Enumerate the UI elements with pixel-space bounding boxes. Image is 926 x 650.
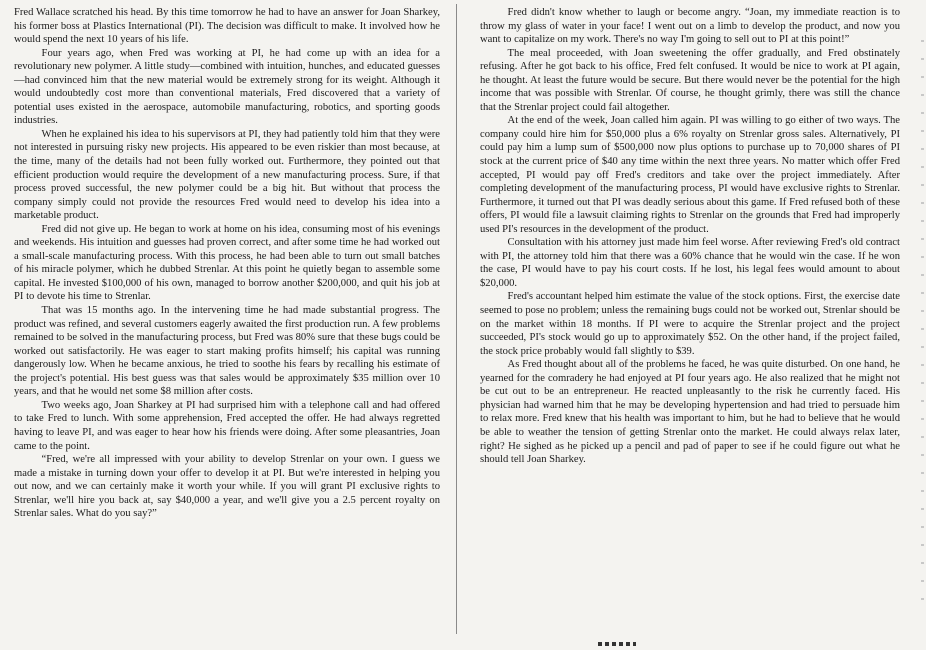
paragraph: Fred did not give up. He began to work at home on his idea, consuming most of his evenings and weekends. His intuition and guesses had proven correct, and after some time he had worked out a small-scale manufacturing process. With this process, he had been able to turn out small batches of his miracle polymer, which he dubbed Strenlar. At this point he quietly began to assemble some capital. He invested $100,000 of his own, managed to borrow another $200,000, and quit his job at PI to devote his time to Strenlar. xyxy=(14,223,440,303)
left-column xyxy=(14,6,440,521)
paragraph: Fred's accountant helped him estimate the value of the stock options. First, the exercise date seemed to pose no problem; unless the remaining bugs could not be worked out, Strenlar should be on the market within 18 months. If PI were to acquire the Strenlar project and the project succeeded, PI's stock would go up to approximately $52. On the other hand, if the project failed, the stock price probably would fall slightly to $39. xyxy=(480,291,900,357)
page-gutter-divider xyxy=(456,4,457,634)
paragraph: As Fred thought about all of the problems he faced, he was quite disturbed. On one hand, he yearned for the comradery he had enjoyed at PI four years ago. He also realized that he might not be cut out to be an entrepreneur. He reacted unpleasantly to the risk he currently faced. His physician had warned him that he may be developing hypertension and had tried to persuade him to relax more. Fred knew that his health was important to him, but he had to believe that he would be able to weather the tension of getting Strenlar onto the market. He could always relax later, right? He sighed as he picked up a pencil and pad of paper to see if he could figure out what he should tell Joan Sharkey. xyxy=(480,359,900,466)
paragraph: At the end of the week, Joan called him again. PI was willing to go either of two ways. The company could hire him for $50,000 plus a 6% royalty on Strenlar gross sales. Alternatively, PI could pay him a lump sum of $500,000 now plus options to purchase up to 70,000 shares of PI stock at the current price of $40 any time within the next three years. No matter which offer Fred accepted, PI would pay off Fred's creditors and take over the project immediately. After completing development of the manufacturing process, PI would have exclusive rights to Strenlar. Furthermore, it turned out that PI was deadly serious about this game. If Fred refused both of these offers, PI would file a lawsuit claiming rights to Strenlar on the grounds that Fred had improperly used PI's resources in the development of the product. xyxy=(480,115,900,235)
scan-edge-artifact xyxy=(921,40,924,600)
paragraph: Consultation with his attorney just made him feel worse. After reviewing Fred's old contract with PI, the attorney told him that there was a 60% chance that he would win the case. If he won the case, PI would have to pay his court costs. If he lost, his legal fees would amount to about $20,000. xyxy=(480,237,900,289)
paragraph: When he explained his idea to his supervisors at PI, they had patiently told him that they were not interested in pursuing risky new projects. His appeared to be even riskier than most because, at the time, many of the details had not been fully worked out. Furthermore, they pointed out that efficient production would require the development of a new manufacturing process. Sure, if that process proved successful, the new polymer could be a big hit. But without that process the company simply could not provide the resources Fred would need to develop his idea into a marketable product. xyxy=(14,128,440,222)
paragraph: Two weeks ago, Joan Sharkey at PI had surprised him with a telephone call and had offered to take Fred to lunch. With some apprehension, Fred accepted the offer. He had always regretted having to leave PI, and was eager to hear how his friends were doing. After some pleasantries, Joan came to the point. xyxy=(14,399,440,452)
paragraph: Fred didn't know whether to laugh or become angry. “Joan, my immediate reaction is to throw my glass of water in your face! I went out on a limb to develop the product, and now you want to capitalize on my work. There's no way I'm going to sell out to PI at this point!” xyxy=(480,7,900,46)
paragraph: The meal proceeded, with Joan sweetening the offer gradually, and Fred obstinately refusing. After he got back to his office, Fred felt confused. It would be nice to work at PI again, he thought. At least the future would be secure. But there would never be the potential for the high income that was possible with Strenlar. Of course, he thought grimly, there was still the chance that the Strenlar project could fail altogether. xyxy=(480,47,900,113)
paragraph: That was 15 months ago. In the intervening time he had made substantial progress. The product was refined, and several customers eagerly awaited the first production run. A few problems remained to be solved in the manufacturing process, but Fred was 80% sure that these bugs could be worked out satisfactorily. He was eager to start making profits himself; his capital was running dangerously low. When he became anxious, he tried to soothe his fears by recalling his estimate of the project's potential. His best guess was that sales would be approximately $35 million over 10 years, and that he would net some $8 million after costs. xyxy=(14,305,440,398)
page-number-fragment xyxy=(598,642,636,646)
paragraph: Four years ago, when Fred was working at PI, he had come up with an idea for a revolutionary new polymer. A little study—combined with intuition, hunches, and educated guesses—had convinced him that the new material would be extremely strong for its weight. Although it would undoubtedly cost more than conventional materials, Fred discovered that a variety of potential uses existed in the aerospace, automobile manufacturing, robotics, and sporting goods industries. xyxy=(14,47,440,127)
right-column xyxy=(480,6,900,467)
paragraph: Fred Wallace scratched his head. By this time tomorrow he had to have an answer for Joan Sharkey, his former boss at Plastics International (PI). The decision was difficult to make. It involved how he would spend the next 10 years of his life. xyxy=(14,7,440,46)
paragraph: “Fred, we're all impressed with your ability to develop Strenlar on your own. I guess we made a mistake in turning down your offer to develop it at PI. But we're interested in helping you out now, and we can certainly make it worth your while. If you will grant PI exclusive rights to Strenlar, we'll hire you back at, say $40,000 a year, and we'll give you a 2.5 percent royalty on Strenlar sales. What do you say?” xyxy=(14,454,440,520)
